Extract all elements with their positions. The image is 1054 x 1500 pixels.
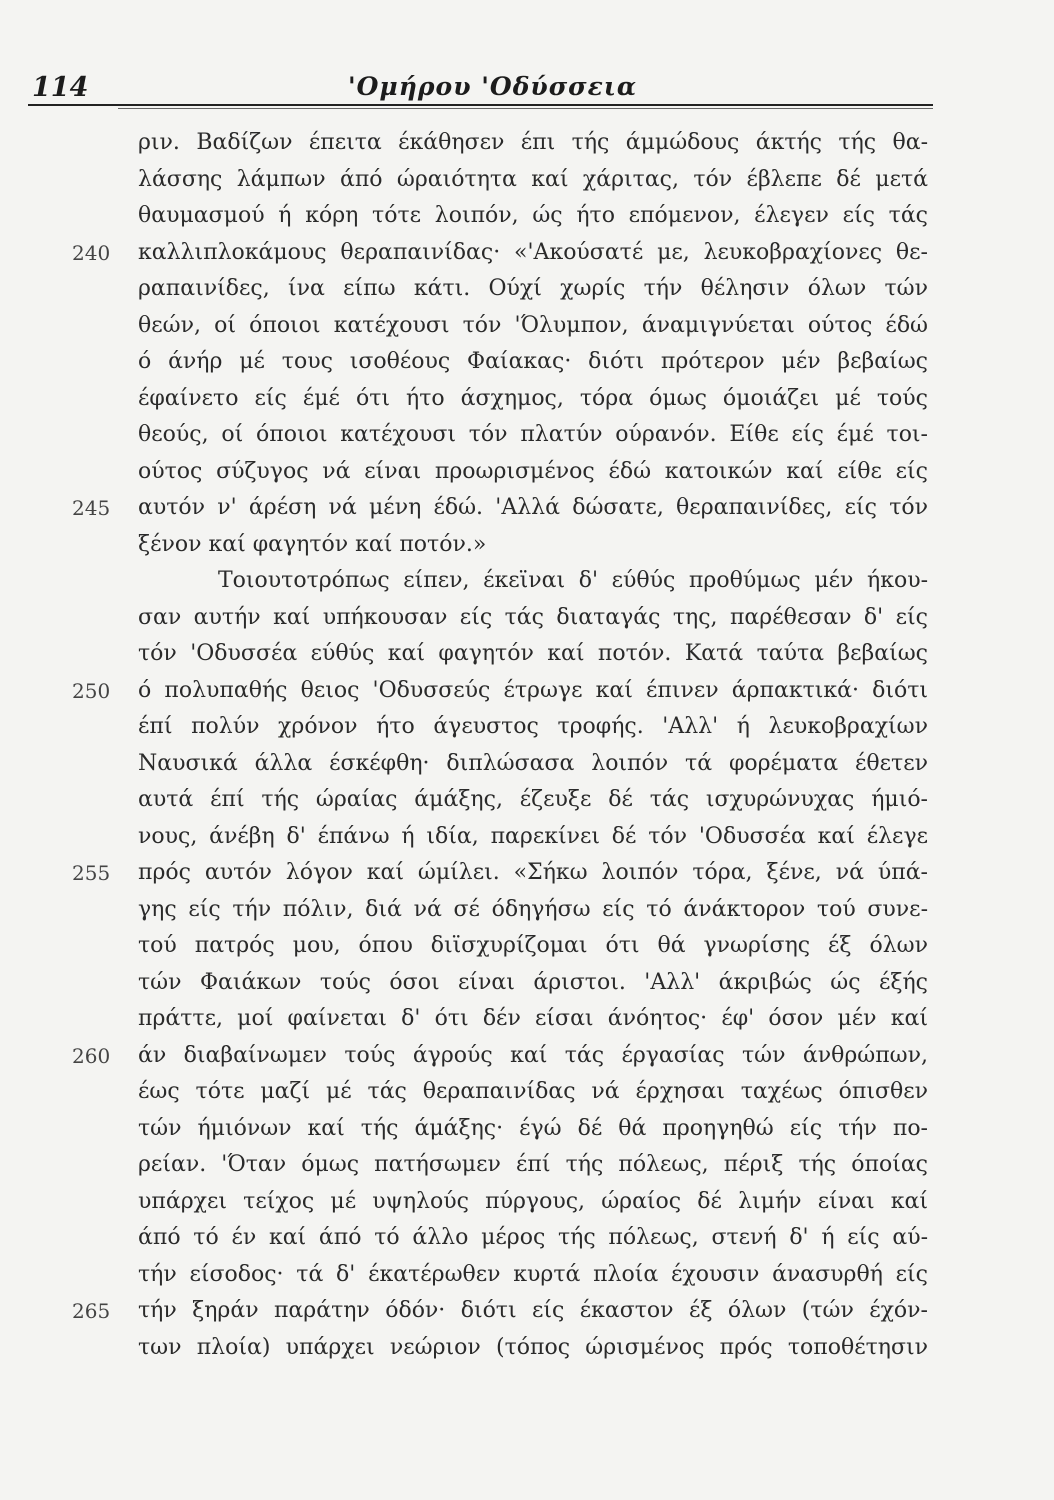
text-line: [0, 380, 1054, 417]
text-line: [0, 635, 1054, 672]
line-text: θεών, οί όποιοι κατέχουσι τόν 'Όλυμπον, άναμιγνύεται ούτος έδώ: [138, 312, 928, 338]
text-line: [0, 1183, 1054, 1220]
line-text: νους, άνέβη δ' έπάνω ή ιδία, παρεκίνει δέ τόν 'Οδυσσέα καί έλεγε: [138, 823, 928, 849]
line-number: 240: [72, 240, 111, 265]
line-text: τήν είσοδος· τά δ' έκατέρωθεν κυρτά πλοία έχουσιν άνασυρθή είς: [138, 1261, 928, 1287]
text-line: [0, 343, 1054, 380]
text-line: [0, 234, 1054, 271]
line-text: ρείαν. 'Όταν όμως πατήσωμεν έπί τής πόλεως, πέριξ τής όποίας: [138, 1152, 928, 1177]
line-text: ξένον καί φαγητόν καί ποτόν.»: [138, 531, 487, 557]
text-line: [0, 1292, 1054, 1329]
text-line: [0, 489, 1054, 526]
line-number: 250: [72, 678, 111, 703]
line-text: υπάρχει τείχος μέ υψηλούς πύργους, ώραίος δέ λιμήν είναι καί: [138, 1188, 928, 1214]
text-line: [0, 453, 1054, 490]
line-text: σαν αυτήν καί υπήκουσαν είς τάς διαταγάς της, παρέθεσαν δ' είς: [138, 604, 928, 630]
line-text: τόν 'Οδυσσέα εύθύς καί φαγητόν καί ποτόν. Κατά ταύτα βεβαίως: [138, 641, 928, 666]
running-title: 'Ομήρου 'Οδύσσεια: [348, 72, 638, 101]
line-text: αυτά έπί τής ώραίας άμάξης, έζευξε δέ τάς ισχυρώνυχας ήμιό-: [138, 787, 928, 812]
line-text: τών ήμιόνων καί τής άμάξης· έγώ δέ θά προηγηθώ είς τήν πο-: [138, 1115, 928, 1141]
line-text: ούτος σύζυγος νά είναι προωρισμένος έδώ κατοικών καί είθε είς: [138, 458, 928, 484]
line-text: καλλιπλοκάμους θεραπαινίδας· «'Ακούσατέ με, λευκοβραχίονες θε-: [138, 239, 928, 265]
text-line: [0, 964, 1054, 1001]
line-text: αυτόν ν' άρέση νά μένη έδώ. 'Αλλά δώσατε, θεραπαινίδες, είς τόν: [138, 495, 928, 520]
text-line: [0, 927, 1054, 964]
line-text: λάσσης λάμπων άπό ώραιότητα καί χάριτας, τόν έβλεπε δέ μετά: [138, 166, 928, 192]
text-line: [0, 270, 1054, 307]
text-line: [0, 526, 1054, 563]
line-text: Τοιουτοτρόπως είπεν, έκεϊναι δ' εύθύς προθύμως μέν ήκου-: [218, 568, 928, 593]
text-line: [0, 1110, 1054, 1147]
line-text: τήν ξηράν παράτην όδόν· διότι είς έκαστον έξ όλων (τών έχόν-: [138, 1298, 928, 1323]
text-line: [0, 1037, 1054, 1074]
text-line: [0, 1073, 1054, 1110]
text-line: [0, 161, 1054, 198]
line-text: ό άνήρ μέ τους ισοθέους Φαίακας· διότι πρότερον μέν βεβαίως: [138, 349, 928, 374]
text-line: [0, 1000, 1054, 1037]
text-line: [0, 124, 1054, 161]
text-line: [0, 1256, 1054, 1293]
page-header: [28, 70, 938, 110]
line-text: θαυμασμού ή κόρη τότε λοιπόν, ώς ήτο επόμενον, έλεγεν είς τάς: [138, 203, 928, 228]
line-number: 260: [72, 1043, 111, 1068]
line-text: τού πατρός μου, όπου διϊσχυρίζομαι ότι θά γνωρίσης έξ όλων: [138, 933, 928, 958]
text-line: [0, 1219, 1054, 1256]
text-line: [0, 1329, 1054, 1366]
text-line: [0, 197, 1054, 234]
text-body: [0, 124, 1054, 1365]
line-number: 265: [72, 1299, 111, 1323]
line-text: ό πολυπαθής θειος 'Οδυσσεύς έτρωγε καί έπινεν άρπακτικά· διότι: [138, 677, 928, 703]
text-line: [0, 672, 1054, 709]
line-text: ριν. Βαδίζων έπειτα έκάθησεν έπι τής άμμώδους άκτής τής θα-: [138, 130, 928, 155]
header-rule-thin: [118, 108, 933, 109]
page-number: 114: [32, 72, 89, 103]
line-text: γης είς τήν πόλιν, διά νά σέ όδηγήσω είς τό άνάκτορον τού συνε-: [138, 896, 928, 922]
text-line: [0, 1146, 1054, 1183]
line-text: πρός αυτόν λόγον καί ώμίλει. «Σήκω λοιπόν τόρα, ξένε, νά ύπά-: [138, 860, 928, 885]
text-line: [0, 708, 1054, 745]
line-text: έφαίνετο είς έμέ ότι ήτο άσχημος, τόρα όμως όμοιάζει μέ τούς: [138, 385, 928, 411]
line-text: Ναυσικά άλλα έσκέφθη· διπλώσασα λοιπόν τά φορέματα έθετεν: [138, 750, 928, 776]
text-line: [0, 307, 1054, 344]
text-line: [0, 891, 1054, 928]
text-line: [0, 781, 1054, 818]
header-rule: [28, 104, 933, 106]
text-line: [0, 599, 1054, 636]
line-number: 245: [72, 496, 111, 520]
text-line: [0, 854, 1054, 891]
line-text: ραπαινίδες, ίνα είπω κάτι. Ούχί χωρίς τήν θέλησιν όλων τών: [138, 276, 928, 301]
text-line: [0, 818, 1054, 855]
line-text: πράττε, μοί φαίνεται δ' ότι δέν είσαι άνόητος· έφ' όσον μέν καί: [138, 1006, 928, 1031]
line-text: θεούς, οί όποιοι κατέχουσι τόν πλατύν ούρανόν. Είθε είς έμέ τοι-: [138, 422, 928, 447]
line-text: έπί πολύν χρόνον ήτο άγευστος τροφής. 'Αλλ' ή λευκοβραχίων: [138, 714, 928, 739]
line-text: άν διαβαίνωμεν τούς άγρούς καί τάς έργασίας τών άνθρώπων,: [138, 1042, 928, 1068]
line-text: των πλοία) υπάρχει νεώριον (τόπος ώρισμένος πρός τοποθέτησιν: [138, 1334, 928, 1360]
line-text: έως τότε μαζί μέ τάς θεραπαινίδας νά έρχησαι ταχέως όπισθεν: [138, 1079, 928, 1104]
text-line: [0, 562, 1054, 599]
line-number: 255: [72, 861, 111, 885]
text-line: [0, 416, 1054, 453]
line-text: άπό τό έν καί άπό τό άλλο μέρος τής πόλεως, στενή δ' ή είς αύ-: [138, 1225, 928, 1250]
text-line: [0, 745, 1054, 782]
line-text: τών Φαιάκων τούς όσοι είναι άριστοι. 'Αλλ' άκριβώς ώς έξής: [138, 969, 928, 995]
